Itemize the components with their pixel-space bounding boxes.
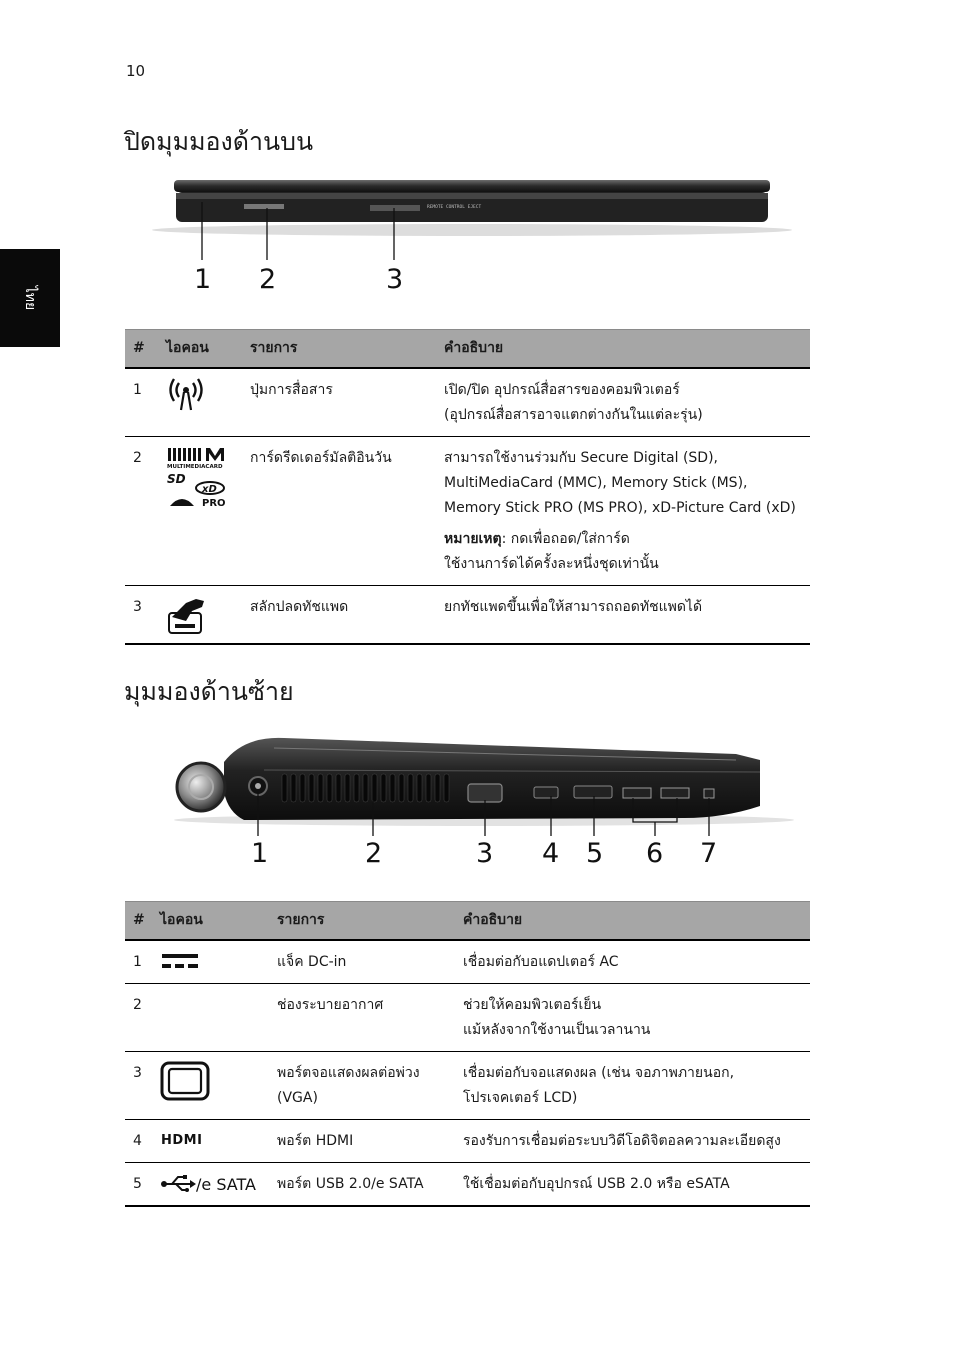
mmc-icon-label: MULTIMEDIACARD <box>167 464 223 470</box>
row-item: ปุ่มการสื่อสาร <box>242 368 436 437</box>
esata-icon-label: /e SATA <box>196 1175 256 1194</box>
row-description-line: ใช้เชื่อมต่อกับอุปกรณ์ USB 2.0 หรือ eSATA <box>463 1176 730 1192</box>
hdmi-icon-label: HDMI <box>161 1133 203 1148</box>
header-description: คำอธิบาย <box>436 330 810 369</box>
callout-left-1: 1 <box>251 838 269 869</box>
vga-display-icon <box>160 1061 210 1101</box>
header-icon: ไอคอน <box>158 330 242 369</box>
callout-left-6: 6 <box>646 838 664 869</box>
header-icon: ไอคอน <box>152 902 269 941</box>
table-row <box>125 368 810 437</box>
row-number: 4 <box>125 1120 152 1163</box>
row-item: พอร์ตจอแสดงผลต่อพ่วง (VGA) <box>277 1065 420 1106</box>
pro-icon-label: PRO <box>202 498 226 509</box>
row-item: แจ็ค DC-in <box>269 940 455 984</box>
row-number: 2 <box>125 437 158 586</box>
note-text-line: ใช้งานการ์ดได้ครั้งละหนึ่งชุดเท่านั้น <box>444 556 659 572</box>
row-description-line: Memory Stick PRO (MS PRO), xD-Picture Card (xD) <box>444 500 796 516</box>
side-tab-label: ไทย <box>22 285 38 311</box>
table-row <box>125 1163 810 1207</box>
wireless-communication-icon <box>166 378 206 414</box>
dc-in-icon <box>160 950 200 972</box>
usb-esata-icon <box>160 1172 264 1194</box>
header-number: # <box>125 330 158 369</box>
row-description-line: MultiMediaCard (MMC), Memory Stick (MS), <box>444 475 748 491</box>
note-text: : กดเพื่อถอด/ใส่การ์ด <box>501 531 630 547</box>
row-number: 1 <box>125 940 152 984</box>
row-item: พอร์ต USB 2.0/e SATA <box>269 1163 455 1207</box>
row-description-line: ช่วยให้คอมพิวเตอร์เย็น <box>463 997 602 1013</box>
callout-left-7: 7 <box>700 838 718 869</box>
remote-control-eject-label: REMOTE CONTROL EJECT <box>427 205 482 210</box>
row-item: ช่องระบายอากาศ <box>269 984 455 1052</box>
note-label: หมายเหตุ <box>444 531 502 547</box>
table-row <box>125 984 810 1052</box>
card-reader-icon <box>166 446 234 512</box>
laptop-front-view-figure <box>124 172 810 292</box>
callout-left-2: 2 <box>365 838 383 869</box>
callout-top-2: 2 <box>259 264 277 295</box>
row-item: การ์ดรีดเดอร์มัลติอินวัน <box>242 437 436 586</box>
row-item: สลักปลดทัชแพด <box>242 586 436 645</box>
table-row <box>125 586 810 645</box>
row-description-line: เปิด/ปิด อุปกรณ์สื่อสารของคอมพิวเตอร์ <box>444 382 680 398</box>
row-description-line: แม้หลังจากใช้งานเป็นเวลานาน <box>463 1022 651 1038</box>
row-number: 3 <box>125 1052 152 1120</box>
xd-icon-label: xD <box>202 484 217 495</box>
callout-left-4: 4 <box>542 838 560 869</box>
header-description: คำอธิบาย <box>455 902 810 941</box>
row-description-line: (อุปกรณ์สื่อสารอาจแตกต่างกันในแต่ละรุ่น) <box>444 407 703 423</box>
table-row <box>125 1120 810 1163</box>
row-number: 3 <box>125 586 158 645</box>
table-header-row <box>125 902 810 941</box>
page-number: 10 <box>126 62 146 80</box>
callout-left-5: 5 <box>586 838 604 869</box>
row-description-line: ยกทัชแพดขึ้นเพื่อให้สามารถถอดทัชแพดได้ <box>444 599 703 615</box>
header-number: # <box>125 902 152 941</box>
header-item: รายการ <box>269 902 455 941</box>
table-row <box>125 437 810 586</box>
row-description-line: เชื่อมต่อกับจอแสดงผล (เช่น จอภาพภายนอก, <box>463 1065 735 1081</box>
row-number: 2 <box>125 984 152 1052</box>
touchpad-lock-icon <box>166 595 208 635</box>
callout-left-3: 3 <box>476 838 494 869</box>
row-description-line: สามารถใช้งานร่วมกับ Secure Digital (SD), <box>444 450 718 466</box>
table-row <box>125 940 810 984</box>
row-description-line: รองรับการเชื่อมต่อระบบวิดีโอดิจิตอลความละเอียดสูง <box>463 1133 781 1149</box>
language-side-tab <box>0 249 60 347</box>
section-title-left: มุมมองด้านซ้าย <box>124 677 294 706</box>
row-item: พอร์ต HDMI <box>269 1120 455 1163</box>
laptop-left-view-figure <box>124 732 810 844</box>
table-row <box>125 1052 810 1120</box>
top-view-table <box>125 329 810 645</box>
empty-icon-cell <box>152 984 269 1052</box>
section-title-top: ปิดมุมมองด้านบน <box>124 127 314 156</box>
row-description-line: เชื่อมต่อกับอแดปเตอร์ AC <box>463 954 619 970</box>
sd-icon-label: SD <box>167 472 186 486</box>
callout-top-1: 1 <box>194 264 212 295</box>
row-description-line: โปรเจคเตอร์ LCD) <box>463 1090 578 1106</box>
row-number: 1 <box>125 368 158 437</box>
hdmi-icon <box>160 1129 218 1149</box>
header-item: รายการ <box>242 330 436 369</box>
callout-top-3: 3 <box>386 264 404 295</box>
row-number: 5 <box>125 1163 152 1207</box>
table-header-row <box>125 330 810 369</box>
left-view-table <box>125 901 810 1207</box>
